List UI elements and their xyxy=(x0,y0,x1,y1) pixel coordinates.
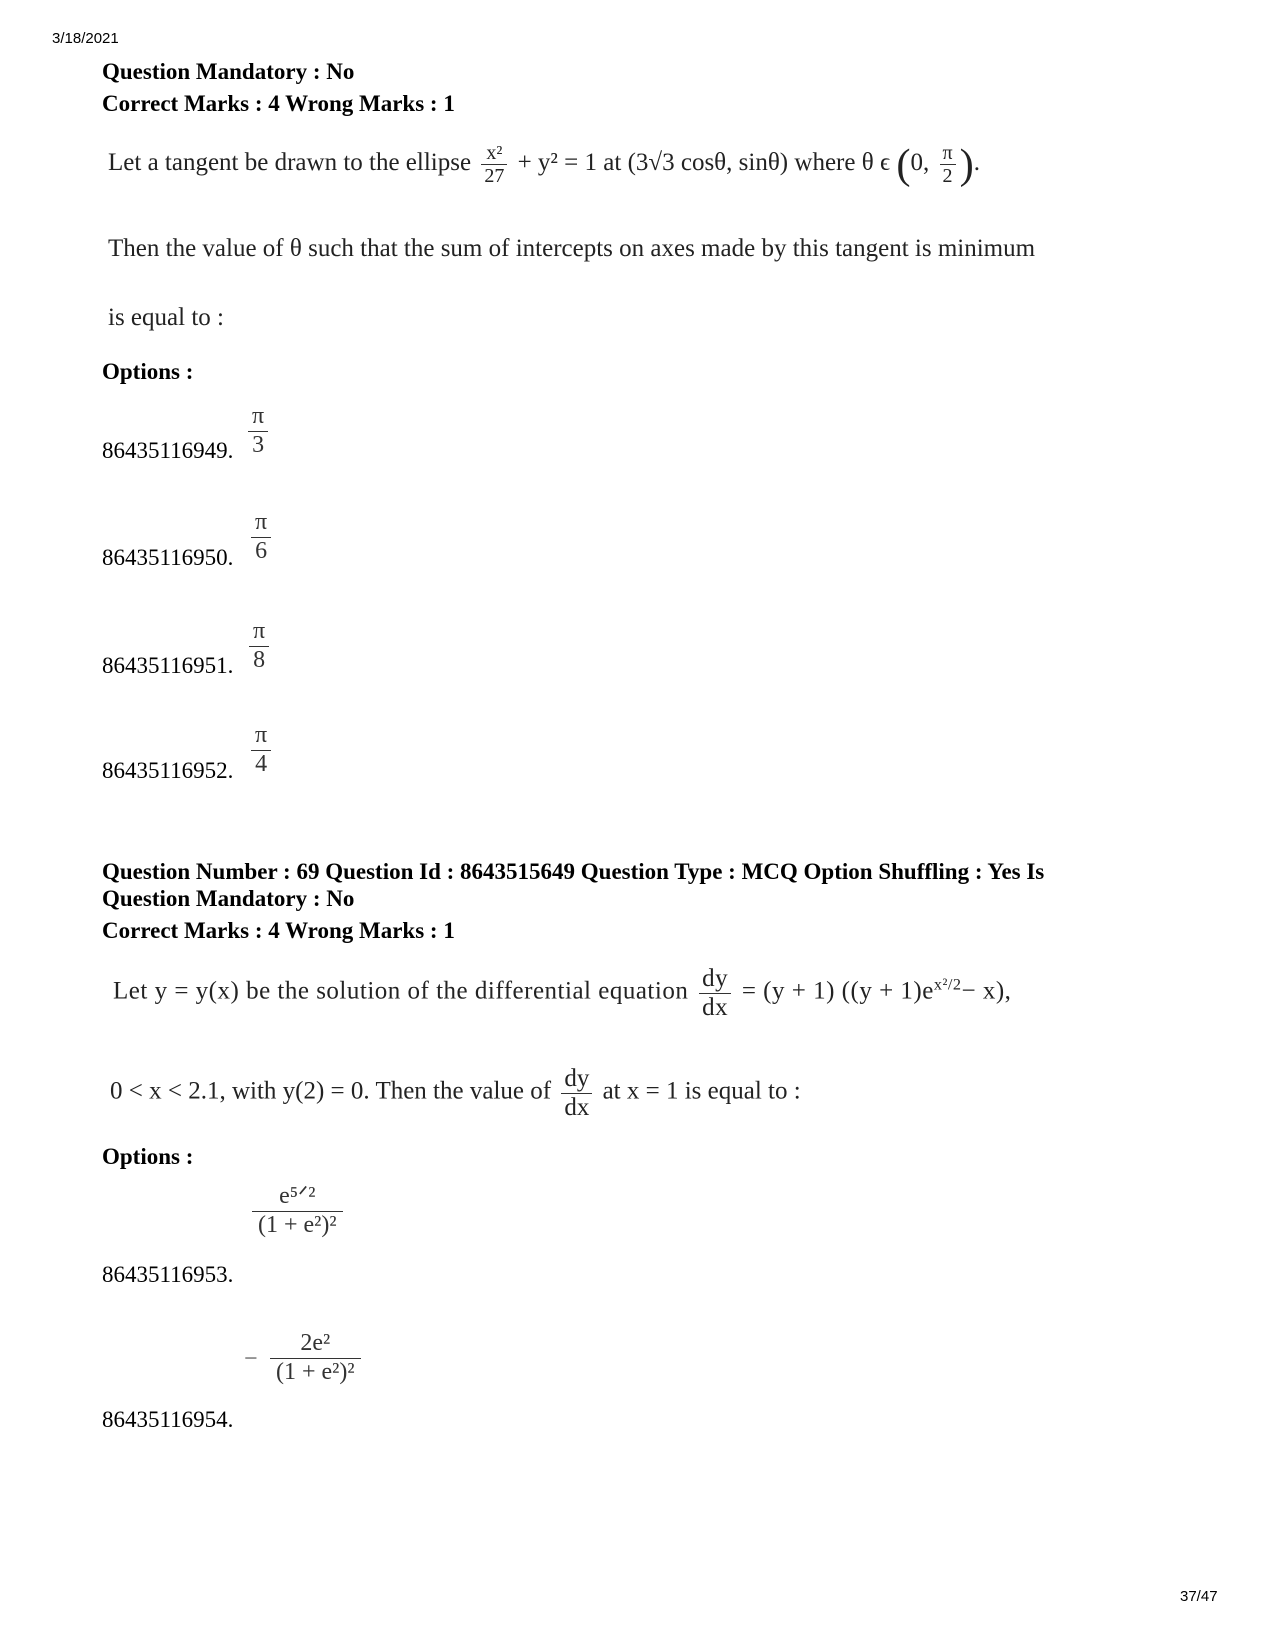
q69-text2-lead: 0 < x < 2.1, with y(2) = 0. Then the value of xyxy=(110,1077,552,1105)
interval-numerator: π xyxy=(942,142,953,164)
q68-point: (3√3 cosθ, sinθ) xyxy=(627,149,789,177)
option-numerator: π xyxy=(253,618,266,644)
page-number: 37/47 xyxy=(1180,1588,1218,1605)
q69-lead: Let y = y(x) be the solution of the differential equation xyxy=(113,977,689,1005)
option-numerator: e⁵ᐟ² xyxy=(279,1183,316,1209)
q68-text-line2: Then the value of θ such that the sum of intercepts on axes made by this tangent is minimum xyxy=(108,235,1036,262)
option-id: 86435116951. xyxy=(102,653,234,678)
q69-options-label: Options : xyxy=(102,1144,194,1169)
option-numerator: 2e² xyxy=(300,1330,331,1356)
ellipse-fraction xyxy=(481,142,507,187)
interval-start: 0, xyxy=(910,149,930,177)
dydx-numerator-2: dy xyxy=(564,1065,590,1092)
ellipse-numerator: x² xyxy=(486,142,503,164)
option-denominator: 8 xyxy=(249,646,269,675)
option-numerator: π xyxy=(252,403,265,429)
q68-mandatory: Question Mandatory : No xyxy=(102,59,355,84)
option-denominator: (1 + e²)² xyxy=(252,1211,343,1240)
option-denominator: (1 + e²)² xyxy=(270,1358,361,1387)
q68-text-line1: Let a tangent be drawn to the ellipse $\frac{\text{x²}}{27}$ + y² = 1 at (3√3 cosθ, sinθ) where θ ϵ (0, $\frac{\pi}{2}$ ). xyxy=(108,141,980,188)
option-id: 86435116953. xyxy=(102,1262,234,1287)
option-fraction xyxy=(251,509,271,565)
option-fraction xyxy=(251,722,271,778)
q69-tail: − x), xyxy=(961,977,1012,1005)
ellipse-denominator: 27 xyxy=(481,164,507,187)
option-denominator: 6 xyxy=(251,537,271,566)
option-numerator: π xyxy=(255,509,268,535)
q69-info-line: Question Number : 69 Question Id : 8643515649 Question Type : MCQ Option Shuffling : Yes Is xyxy=(102,859,1045,884)
dydx-fraction xyxy=(699,965,731,1021)
option-fraction xyxy=(249,618,269,674)
option-id: 86435116949. xyxy=(102,438,234,463)
close-paren: ) xyxy=(959,141,974,188)
dydx-numerator: dy xyxy=(702,965,729,992)
print-date: 3/18/2021 xyxy=(52,30,119,47)
q68-marks: Correct Marks : 4 Wrong Marks : 1 xyxy=(102,91,455,116)
option-id: 86435116952. xyxy=(102,758,234,783)
q69-text2-tail: at x = 1 is equal to : xyxy=(602,1077,801,1105)
option-id: 86435116950. xyxy=(102,545,234,570)
q69-mandatory: Question Mandatory : No xyxy=(102,886,355,911)
interval-denominator: 2 xyxy=(940,164,956,187)
q69-text-line2 xyxy=(110,1065,801,1121)
option-sign: − xyxy=(244,1346,258,1372)
q69-exponent: x²/2 xyxy=(933,975,962,994)
option-fraction xyxy=(248,403,268,459)
option-numerator: π xyxy=(255,722,268,748)
q69-marks: Correct Marks : 4 Wrong Marks : 1 xyxy=(102,918,455,943)
interval-fraction xyxy=(939,142,955,187)
q69-text-line1 xyxy=(113,965,1011,1021)
option-id: 86435116954. xyxy=(102,1407,234,1432)
option-fraction xyxy=(252,1183,343,1239)
option-fraction xyxy=(270,1330,361,1386)
option-denominator: 3 xyxy=(248,431,268,460)
q69-rhs: = (y + 1) ((y + 1)e xyxy=(741,977,934,1005)
open-paren: ( xyxy=(896,141,911,188)
q68-where: where θ ϵ xyxy=(794,149,891,177)
q68-text-line3: is equal to : xyxy=(108,304,224,331)
option-denominator: 4 xyxy=(251,750,271,779)
dydx-denominator-2: dx xyxy=(561,1093,592,1122)
dydx-fraction-2 xyxy=(561,1065,592,1121)
q68-mid: + y² = 1 at xyxy=(517,149,622,177)
q68-lead: Let a tangent be drawn to the ellipse xyxy=(108,149,472,177)
q68-options-label: Options : xyxy=(102,359,194,384)
dydx-denominator: dx xyxy=(699,993,731,1022)
